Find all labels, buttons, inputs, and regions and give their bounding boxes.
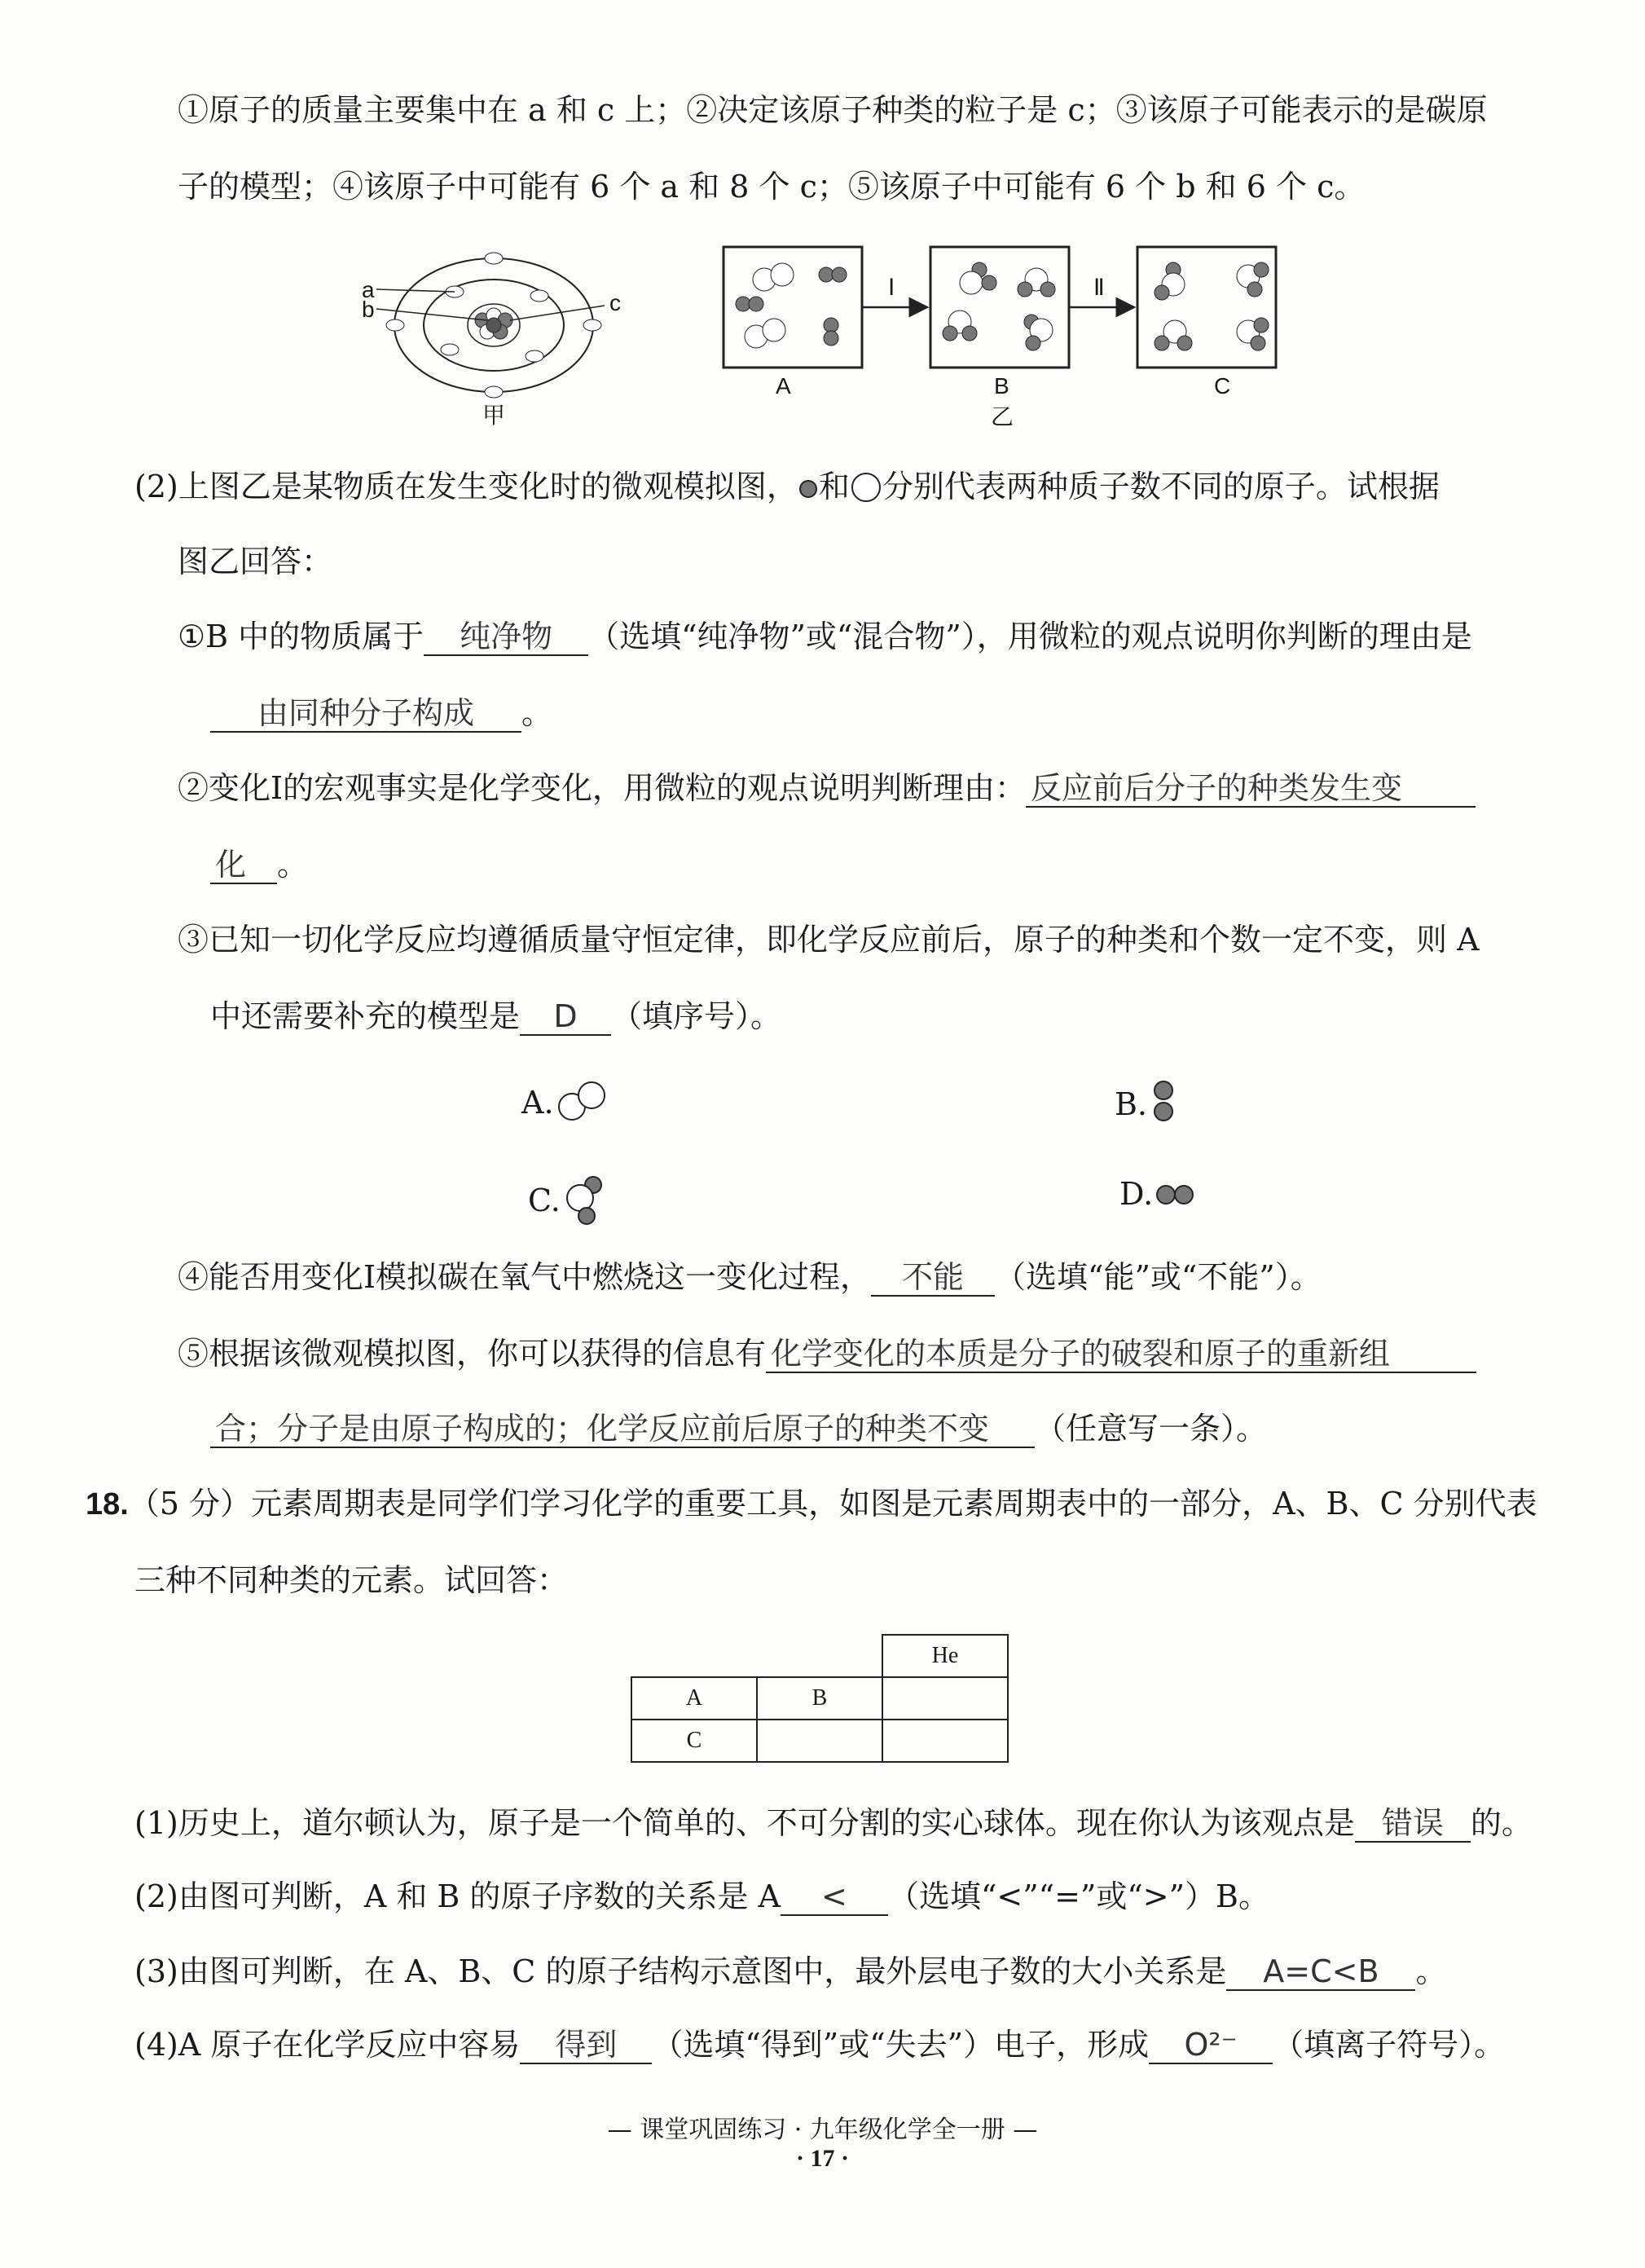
- q17-sub1-line2: 由同种分子构成 。: [210, 693, 552, 733]
- atom-model-figure: [350, 240, 676, 436]
- q18-line1: 18.（5 分）元素周期表是同学们学习化学的重要工具，如图是元素周期表中的一部分，A、B、C 分别代表: [86, 1486, 1537, 1522]
- option-c: C.: [528, 1174, 609, 1227]
- white-atom-icon: [850, 471, 882, 504]
- q17-statement-line2: 子的模型；④该原子中可能有 6 个 a 和 8 个 c；⑤该原子中可能有 6 个 b 和 6 个 c。: [178, 169, 1366, 205]
- cell-c: C: [631, 1720, 757, 1762]
- q17-sub2-line2: 化 。: [210, 844, 308, 885]
- box-a-molecules: [736, 263, 847, 348]
- box-c-molecules: [1155, 262, 1269, 350]
- answer-blank: 纯净物: [424, 619, 588, 656]
- q18-part1: (1)历史上，道尔顿认为，原子是一个简单的、不可分割的实心球体。现在你认为该观点是 错误 的。: [134, 1805, 1533, 1841]
- question-number: 18.: [86, 1487, 129, 1522]
- answer-blank: <: [781, 1878, 888, 1916]
- q17-sub5-line1: ⑤根据该微观模拟图，你可以获得的信息有 化学变化的本质是分子的破裂和原子的重新组: [178, 1333, 1476, 1374]
- q18-part4: (4)A 原子在化学反应中容易 得到 （选填“得到”或“失去”）电子，形成 O²⁻ （填离子符号）。: [134, 2027, 1506, 2063]
- option-a: A.: [521, 1076, 611, 1125]
- option-d-molecule: [1153, 1178, 1202, 1211]
- arrow-label-1: Ⅰ: [888, 275, 895, 300]
- answer-blank: 反应前后分子的种类发生变: [1026, 770, 1476, 808]
- q18-part2: (2)由图可判断，A 和 B 的原子序数的关系是 A < （选填“<”“=”或“>”）B。: [134, 1878, 1269, 1914]
- box-label-b: B: [994, 373, 1009, 399]
- answer-blank: O²⁻: [1149, 2027, 1273, 2064]
- option-a-molecule: [554, 1076, 611, 1125]
- footer-title: — 课堂巩固练习 · 九年级化学全一册 —: [607, 2116, 1038, 2144]
- answer-blank: 错误: [1355, 1805, 1471, 1843]
- box-label-a: A: [776, 373, 791, 399]
- q17-part2-line2: 图乙回答：: [178, 544, 333, 579]
- q18-line2: 三种不同种类的元素。试回答：: [134, 1562, 569, 1598]
- caption-jia: 甲: [482, 402, 506, 429]
- q17-sub5-line2: 合；分子是由原子构成的；化学反应前后原子的种类不变 （任意写一条）。: [210, 1408, 1267, 1449]
- box-b: [930, 247, 1069, 368]
- answer-blank: D: [520, 998, 611, 1036]
- answer-blank: 化: [210, 847, 277, 884]
- q17-sub3-line2: 中还需要补充的模型是 D （填序号）。: [210, 998, 782, 1034]
- cell-he: He: [882, 1635, 1008, 1677]
- arrow-label-2: Ⅱ: [1093, 275, 1105, 300]
- answer-blank: A=C<B: [1226, 1953, 1415, 1991]
- answer-blank: 合；分子是由原子构成的；化学反应前后原子的种类不变: [210, 1411, 1035, 1448]
- option-c-molecule: [561, 1174, 609, 1227]
- answer-blank: 由同种分子构成: [210, 695, 521, 733]
- option-b-molecule: [1147, 1076, 1180, 1133]
- option-d: D.: [1119, 1174, 1202, 1214]
- q17-sub2-line1: ②变化Ⅰ的宏观事实是化学变化，用微粒的观点说明判断理由： 反应前后分子的种类发生变: [178, 768, 1476, 808]
- cell-b: B: [757, 1677, 882, 1720]
- answer-blank: 不能: [871, 1259, 995, 1297]
- caption-yi: 乙: [991, 403, 1014, 430]
- box-b-molecules: [943, 262, 1055, 350]
- answer-blank: 得到: [520, 2027, 652, 2064]
- q17-statement-line1: ①原子的质量主要集中在 a 和 c 上；②决定该原子种类的粒子是 c；③该原子可能表示的是碳原: [178, 92, 1488, 128]
- answer-blank: 化学变化的本质是分子的破裂和原子的重新组: [766, 1336, 1476, 1373]
- label-c: c: [609, 290, 621, 315]
- q17-part2-line1: (2)上图乙是某物质在发生变化时的微观模拟图， 和 分别代表两种质子数不同的原子。试根据: [134, 469, 1440, 504]
- page-number: · 17 ·: [795, 2145, 849, 2172]
- q17-sub1-line1: ①B 中的物质属于 纯净物 （选填“纯净物”或“混合物”），用微粒的观点说明你判断的理由是: [178, 619, 1472, 654]
- grey-atom-icon: [798, 478, 819, 500]
- option-b: B.: [1115, 1076, 1180, 1133]
- label-a: a: [362, 277, 375, 302]
- nucleus-particles: [475, 308, 512, 339]
- q17-sub4: ④能否用变化Ⅰ模拟碳在氧气中燃烧这一变化过程， 不能 （选填“能”或“不能”）。: [178, 1259, 1322, 1295]
- box-label-c: C: [1214, 373, 1231, 399]
- label-b: b: [362, 297, 375, 322]
- q17-sub3-line1: ③已知一切化学反应均遵循质量守恒定律，即化学反应前后，原子的种类和个数一定不变，则 A: [178, 922, 1480, 958]
- reaction-model-figure: [717, 240, 1304, 387]
- cell-a: A: [631, 1677, 757, 1720]
- q18-part3: (3)由图可判断，在 A、B、C 的原子结构示意图中，最外层电子数的大小关系是 A=C<B 。: [134, 1953, 1447, 1989]
- periodic-table-fragment: [631, 1634, 1009, 1763]
